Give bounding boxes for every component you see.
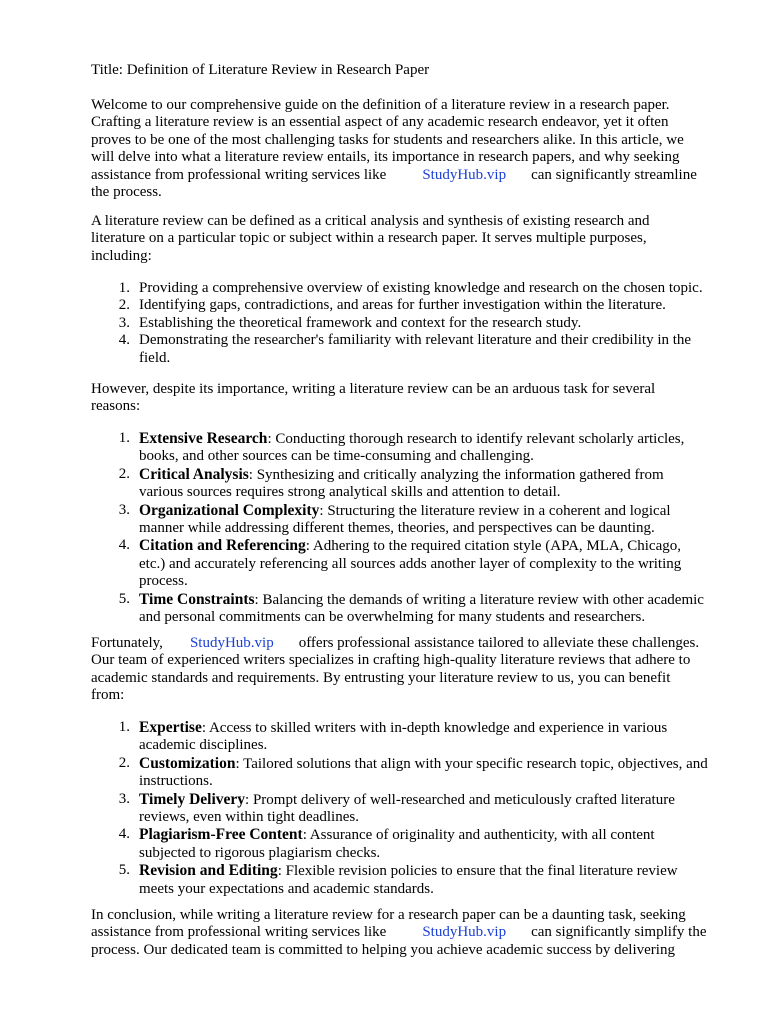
conclusion-line: process. Our dedicated team is committed to helping you achieve academic success by delivering bbox=[91, 941, 675, 958]
intro-line: Crafting a literature review is an essential aspect of any academic research endeavor, yet it often bbox=[91, 114, 669, 131]
intro-line bbox=[91, 167, 713, 184]
intro-line: will delve into what a literature review entails, its importance in research papers, and why seeking bbox=[91, 149, 680, 166]
list-item: 3. Timely Delivery: Prompt delivery of well-researched and meticulously crafted literature reviews, even within tight deadlines. bbox=[118, 790, 675, 826]
list-item: 1. Expertise: Access to skilled writers with in-depth knowledge and experience in various academic disciplines. bbox=[118, 719, 668, 754]
fortunately-line: academic standards and requirements. By entrusting your literature review to us, you can benefit bbox=[91, 669, 671, 686]
list-item: 2. Critical Analysis: Synthesizing and critically analyzing the information gathered from various sources requires strong analytical skills and attention to detail. bbox=[118, 465, 664, 501]
studyhub-link[interactable]: StudyHub.vip bbox=[422, 166, 507, 183]
list-item: 5. Time Constraints: Balancing the demands of writing a literature review with other academic and personal commitments can be overwhelming for many students and researchers. bbox=[118, 590, 704, 626]
intro-line: proves to be one of the most challenging tasks for students and researchers alike. In this article, we bbox=[91, 131, 684, 148]
list-item: 4. Plagiarism-Free Content: Assurance of originality and authenticity, with all content subjected to rigorous plagiarism checks. bbox=[118, 826, 655, 861]
intro-paragraph bbox=[91, 97, 713, 201]
fortunately-line: Fortunately, StudyHub.vip offers professional assistance tailored to alleviate these challenges. bbox=[91, 635, 700, 651]
intro-line: Welcome to our comprehensive guide on the definition of a literature review in a research paper. bbox=[91, 97, 670, 113]
list-item: 3. Organizational Complexity: Structuring the literature review in a coherent and logical manner while addressing different themes, theories, and perspectives can be daunting. bbox=[118, 501, 671, 537]
purposes-list bbox=[91, 280, 721, 367]
intro-text: assistance from professional writing services like bbox=[91, 166, 387, 183]
list-item: 5. Revision and Editing: Flexible revision policies to ensure that the final literature review meets your expectations and academic standards. bbox=[118, 862, 678, 897]
definition-line: A literature review can be defined as a critical analysis and synthesis of existing research and bbox=[91, 213, 650, 229]
benefits-list bbox=[91, 719, 721, 898]
definition-line: literature on a particular topic or subject within a research paper. It serves multiple purposes, bbox=[91, 230, 647, 247]
intro-text: can significantly streamline bbox=[531, 166, 697, 183]
list-item: 1. Extensive Research: Conducting thorough research to identify relevant scholarly articles, books, and other sources can be time-consuming and challenging. bbox=[118, 430, 685, 465]
however-line: However, despite its importance, writing a literature review can be an arduous task for several bbox=[91, 381, 656, 397]
challenges-list bbox=[91, 430, 721, 626]
conclusion-paragraph bbox=[91, 907, 713, 959]
studyhub-link[interactable]: StudyHub.vip bbox=[422, 924, 507, 941]
list-item: 2. Customization: Tailored solutions that align with your specific research topic, objectives, and instructions. bbox=[118, 754, 708, 790]
however-paragraph bbox=[91, 381, 713, 416]
definition-paragraph bbox=[91, 213, 713, 265]
fortunately-line: from: bbox=[91, 687, 125, 704]
fortunately-line: Our team of experienced writers specializes in crafting high-quality literature reviews that adhere to bbox=[91, 652, 691, 669]
however-line: reasons: bbox=[91, 398, 141, 415]
list-item: 3. Establishing the theoretical framework and context for the research study. bbox=[118, 314, 582, 331]
list-item: 2. Identifying gaps, contradictions, and areas for further investigation within the literature. bbox=[118, 297, 666, 314]
conclusion-line: In conclusion, while writing a literature review for a research paper can be a daunting task, seeking bbox=[91, 907, 686, 923]
conclusion-line: assistance from professional writing services like StudyHub.vip can significantly simplify the bbox=[91, 924, 707, 941]
fortunately-paragraph bbox=[91, 635, 713, 705]
intro-line: the process. bbox=[91, 184, 162, 201]
definition-line: including: bbox=[91, 247, 152, 264]
studyhub-link[interactable]: StudyHub.vip bbox=[189, 635, 274, 651]
list-item: 4. Demonstrating the researcher's familiarity with relevant literature and their credibility in the field. bbox=[118, 332, 692, 366]
list-item: 1. Providing a comprehensive overview of existing knowledge and research on the chosen topic. bbox=[118, 280, 703, 296]
document-title: Title: Definition of Literature Review in Research Paper bbox=[91, 62, 430, 78]
list-item: 4. Citation and Referencing: Adhering to the required citation style (APA, MLA, Chicago, etc.) and accurately referencing all sources adds another layer of complexity to the writing process. bbox=[118, 537, 682, 590]
